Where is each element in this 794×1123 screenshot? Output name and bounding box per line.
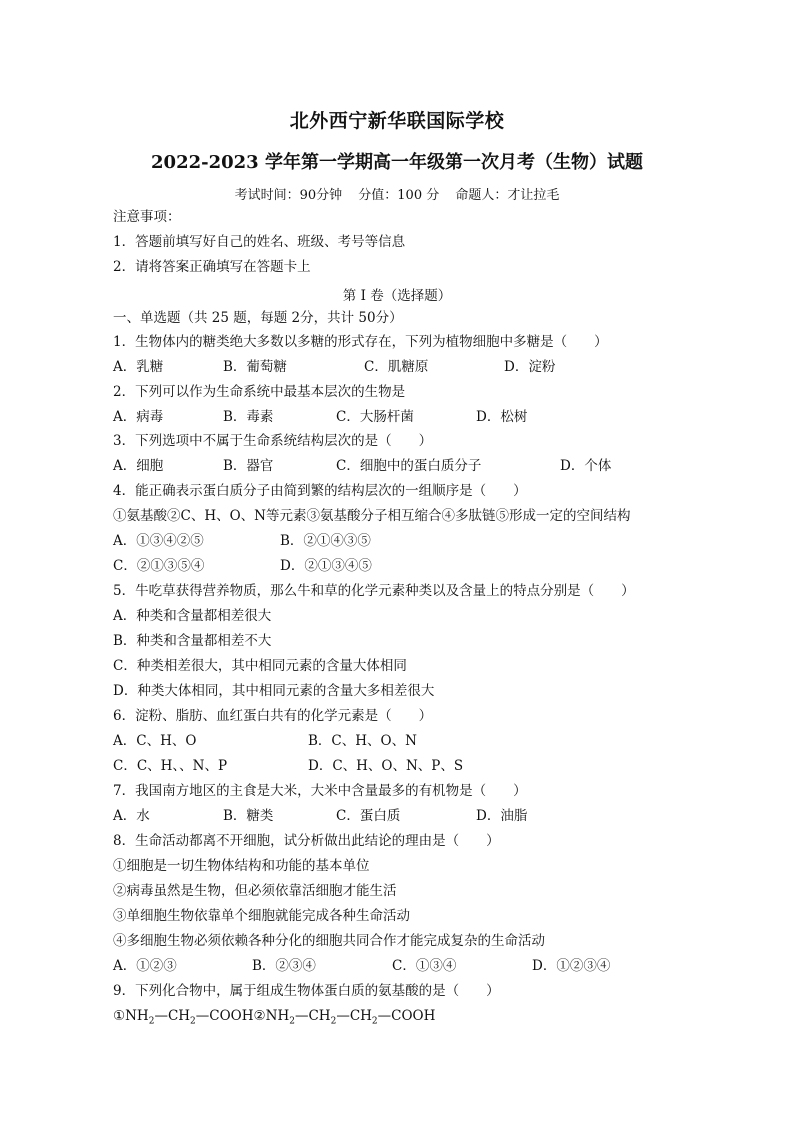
note-item: 2．请将答案正确填写在答题卡上 (113, 259, 311, 275)
q9-formulas (113, 1007, 435, 1031)
q8-option-d: D．①②③④ (532, 958, 611, 974)
exam-time: 考试时间：90分钟 (234, 188, 343, 203)
q8-option-b: B．②③④ (252, 958, 316, 974)
question-5-stem: 5．牛吃草获得营养物质，那么牛和草的化学元素种类以及含量上的特点分别是（ ） (113, 583, 635, 599)
q9-formula-2: $②NH_2—CH_2—CH_2—COOH$ (253, 1008, 436, 1027)
question-7-stem: 7．我国南方地区的主食是大米，大米中含量最多的有机物是（ ） (113, 783, 527, 799)
q5-option-d: D．种类大体相同，其中相同元素的含量大多相差很大 (113, 683, 435, 699)
section-title: 一、单选题（共 25 题，每题 2分，共计 50分） (113, 310, 403, 326)
q1-option-c: C．肌糖原 (364, 359, 429, 375)
q8-statement: ③单细胞生物依靠单个细胞就能完成各种生命活动 (113, 908, 410, 924)
question-2-stem: 2．下列可以作为生命系统中最基本层次的生物是 (113, 384, 406, 400)
notes-heading: 注意事项： (113, 209, 181, 225)
q4-option-c: C．②①③⑤④ (113, 558, 205, 574)
q3-option-c: C．细胞中的蛋白质分子 (336, 458, 482, 474)
q4-option-a: A．①③④②⑤ (113, 533, 204, 549)
q2-option-b: B．毒素 (223, 409, 274, 425)
q7-option-c: C．蛋白质 (336, 808, 401, 824)
note-item: 1．答题前填写好自己的姓名、班级、考号等信息 (113, 234, 406, 250)
q3-option-d: D．个体 (560, 458, 612, 474)
q8-option-c: C．①③④ (392, 958, 457, 974)
question-4-stem: 4．能正确表示蛋白质分子由简到繁的结构层次的一组顺序是（ ） (113, 483, 527, 499)
school-name: 北外西宁新华联国际学校 (289, 110, 505, 132)
q6-option-c: C．C、H、、N、P (113, 758, 228, 774)
q1-option-d: D．淀粉 (504, 359, 556, 375)
q2-option-d: D．松树 (476, 409, 528, 425)
exam-author: 命题人：才让拉毛 (455, 188, 560, 203)
question-8-stem: 8．生命活动都离不开细胞，试分析做出此结论的理由是（ ） (113, 833, 500, 849)
q5-option-c: C．种类相差很大，其中相同元素的含量大体相同 (113, 658, 407, 674)
q6-option-d: D．C、H、O、N、P、S (308, 758, 464, 774)
q9-formula-1: $①NH_2—CH_2—COOH$ (113, 1008, 254, 1027)
volume-title: 第 I 卷（选择题） (342, 288, 452, 304)
q7-option-d: D．油脂 (476, 808, 528, 824)
q8-statement: ④多细胞生物必须依赖各种分化的细胞共同合作才能完成复杂的生命活动 (113, 933, 545, 949)
q4-option-b: B．②①④③⑤ (280, 533, 371, 549)
exam-score: 分值：100 分 (358, 188, 440, 203)
exam-title: 2022-2023 学年第一学期高一年级第一次月考（生物）试题 (151, 152, 643, 173)
q6-option-b: B．C、H、O、N (308, 733, 417, 749)
q8-option-a: A．①②③ (113, 958, 177, 974)
q3-option-b: B．器官 (223, 458, 274, 474)
exam-info (0, 184, 794, 203)
q3-option-a: A．细胞 (113, 458, 164, 474)
question-9-stem: 9．下列化合物中，属于组成生物体蛋白质的氨基酸的是（ ） (113, 983, 500, 999)
question-3-stem: 3．下列选项中不属于生命系统结构层次的是（ ） (113, 433, 433, 449)
question-4-detail: ①氨基酸②C、H、O、N等元素③氨基酸分子相互缩合④多肽链⑤形成一定的空间结构 (113, 508, 631, 524)
q1-option-a: A．乳糖 (113, 359, 164, 375)
q8-statement: ②病毒虽然是生物，但必须依靠活细胞才能生活 (113, 883, 397, 899)
q5-option-b: B．种类和含量都相差不大 (113, 633, 272, 649)
question-6-stem: 6．淀粉、脂肪、血红蛋白共有的化学元素是（ ） (113, 708, 433, 724)
q8-statement: ①细胞是一切生物体结构和功能的基本单位 (113, 858, 370, 874)
q2-option-c: C．大肠杆菌 (336, 409, 414, 425)
q2-option-a: A．病毒 (113, 409, 164, 425)
q7-option-a: A．水 (113, 808, 150, 824)
q4-option-d: D．②①③④⑤ (280, 558, 372, 574)
q7-option-b: B．糖类 (223, 808, 274, 824)
question-1-stem: 1．生物体内的糖类绝大多数以多糖的形式存在，下列为植物细胞中多糖是（ ） (113, 334, 608, 350)
q6-option-a: A．C、H、O (113, 733, 197, 749)
q1-option-b: B．葡萄糖 (223, 359, 287, 375)
q5-option-a: A．种类和含量都相差很大 (113, 608, 272, 624)
